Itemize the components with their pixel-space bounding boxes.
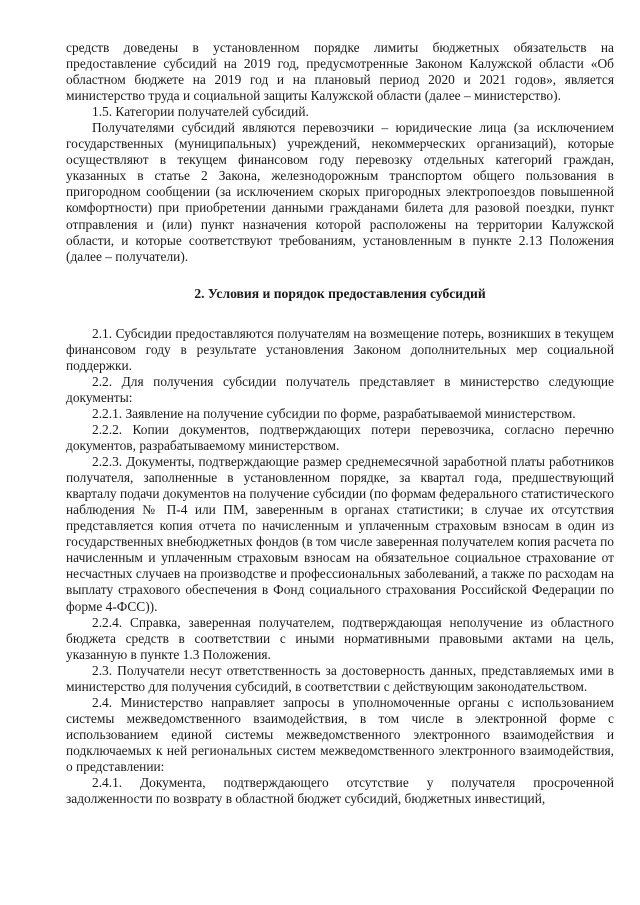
document-page <box>66 40 614 807</box>
paragraph-2-4-1: 2.4.1. Документа, подтверждающего отсутствие у получателя просроченной задолженности по возврату в областной бюджет субсидий, бюджетных инвестиций, <box>66 775 614 807</box>
paragraph-2-2-1: 2.2.1. Заявление на получение субсидии по форме, разрабатываемой министерством. <box>92 405 576 421</box>
section-heading: 2. Условия и порядок предоставления субсидий <box>194 285 486 301</box>
paragraph-2-2-4: 2.2.4. Справка, заверенная получателем, подтверждающая неполучение из областного бюджета средств в соответствии с иными нормативными правовыми актами на цель, указанную в пункте 1.3 Положения. <box>66 614 614 662</box>
paragraph-2-2-3: 2.2.3. Документы, подтверждающие размер среднемесячной заработной платы работников получателя, заполненные в установленном порядке, за квартал года, предшествующий кварталу подачи документов на получение субсидии (по формам федерального статистического наблюдения № П-4 или ПМ, заверенным в органах статистики; в случае их отсутствия представляется копия отчета по начисленным и уплаченным страховым взносам в один из государственных внебюджетных фондов (в том числе заверенная получателем копия расчета по начисленным и уплаченным страховым взносам на обязательное социальное страхование от несчастных случаев на производстве и профессиональных заболеваний, а также по расходам на выплату страхового обеспечения в Фонд социального страхования Российской Федерации по форме 4-ФСС)). <box>66 454 614 614</box>
paragraph-1-5: 1.5. Категории получателей субсидий. <box>92 104 309 120</box>
paragraph-ministry: средств доведены в установленном порядке лимиты бюджетных обязательств на предоставление субсидий на 2019 год, предусмотренные Законом Калужской области «Об областном бюджете на 2019 год и на плановый период 2020 и 2021 годов», является министерство труда и социальной защиты Калужской области (далее – министерство). <box>66 40 614 104</box>
paragraph-2-2-2: 2.2.2. Копии документов, подтверждающих потери перевозчика, согласно перечню документов, разрабатываемому министерством. <box>66 421 614 454</box>
paragraph-2-2: 2.2. Для получения субсидии получатель представляет в министерство следующие документы: <box>66 373 614 405</box>
paragraph-2-4: 2.4. Министерство направляет запросы в уполномоченные органы с использованием системы межведомственного взаимодействия, в том числе в электронной форме с использованием единой системы межведомственного электронного взаимодействия и подключаемых к ней региональных систем межведомственного электронного взаимодействия, о представлении: <box>66 694 614 774</box>
paragraph-2-1: 2.1. Субсидии предоставляются получателям на возмещение потерь, возникших в текущем финансовом году в результате установления Законом дополнительных мер социальной поддержки. <box>66 325 614 373</box>
paragraph-recipients: Получателями субсидий являются перевозчики – юридические лица (за исключением государственных (муниципальных) учреждений, некоммерческих организаций), которые осуществляют в текущем финансовом году перевозку отдельных категорий граждан, указанных в статье 2 Закона, железнодорожным транспортом общего пользования в пригородном сообщении (за исключением скорых пригородных электропоездов повышенной комфортности) при приобретении данными гражданами билета для разовой поездки, пункт отправления и (или) пункт назначения которой расположены на территории Калужской области, и которые соответствуют требованиям, установленным в пункте 2.13 Положения (далее – получатели). <box>66 120 614 264</box>
paragraph-2-3: 2.3. Получатели несут ответственность за достоверность данных, представляемых ими в министерство для получения субсидий, в соответствии с действующим законодательством. <box>66 662 614 694</box>
